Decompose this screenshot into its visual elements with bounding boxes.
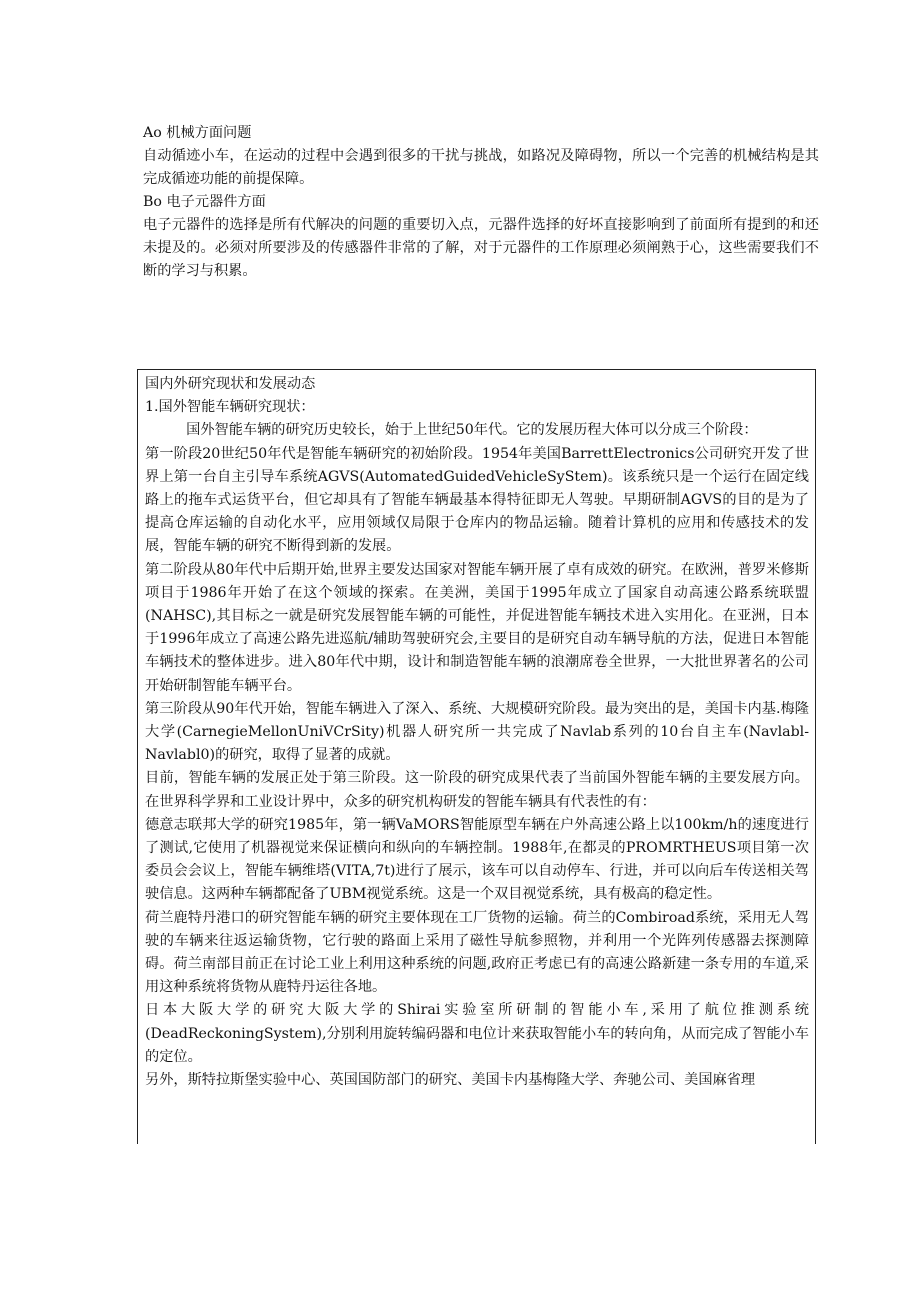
- paragraph-mechanical: 自动循迹小车，在运动的过程中会遇到很多的干扰与挑战，如路况及障碍物，所以一个完善的机械结构是其完成循迹功能的前提保障。: [143, 148, 819, 187]
- heading-mechanical: Ao 机械方面问题: [143, 125, 252, 141]
- heading-electronics: Bo 电子元器件方面: [143, 194, 266, 210]
- paragraph-netherlands: 荷兰鹿特丹港口的研究智能车辆的研究主要体现在工厂货物的运输。荷兰的Combiroad系统，采用无人驾驶的车辆来往返运输货物，它行驶的路面上采用了磁性导航参照物，并利用一个光阵列传感器去探测障碍。荷兰南部目前正在讨论工业上利用这种系统的问题,政府正考虑已有的高速公路新建一条专用的车道,采用这种系统将货物从鹿特丹运往各地。: [145, 909, 809, 996]
- paragraph-stage-three: 第三阶段从90年代开始，智能车辆进入了深入、系统、大规模研究阶段。最为突出的是，美国卡内基.梅隆大学(CarnegieMellonUniVCrSity)机器人研究所一共完成了Navlab系列的10台自主车(Navlabl-Navlabl0)的研究，取得了显著的成就。: [145, 700, 809, 764]
- paragraph-stage-two: 第二阶段从80年代中后期开始,世界主要发达国家对智能车辆开展了卓有成效的研究。在欧洲，普罗米修斯项目于1986年开始了在这个领域的探索。在美洲，美国于1995年成立了国家自动高速公路系统联盟(NAHSC),其目标之一就是研究发展智能车辆的可能性，并促进智能车辆技术进入实用化。在亚洲，日本于1996年成立了高速公路先进巡航/辅助驾驶研究会,主要目的是研究自动车辆导航的方法，促进日本智能车辆技术的整体进步。进入80年代中期，设计和制造智能车辆的浪潮席卷全世界，一大批世界著名的公司开始研制智能车辆平台。: [145, 561, 809, 694]
- research-status-table-cell: [137, 369, 816, 1144]
- paragraph-stage-one: 第一阶段20世纪50年代是智能车辆研究的初始阶段。1954年美国BarrettElectronics公司研究开发了世界上第一台自主引导车系统AGVS(AutomatedGuidedVehicleSyStem)。该系统只是一个运行在固定线路上的拖车式运货平台，但它却具有了智能车辆最基本得特征即无人驾驶。早期研制AGVS的目的是为了提高仓库运输的自动化水平，应用领域仅局限于仓库内的物品运输。随着计算机的应用和传感技术的发展，智能车辆的研究不断得到新的发展。: [145, 445, 809, 555]
- section-title: 国内外研究现状和发展动态: [145, 376, 316, 392]
- intro-block: [143, 122, 819, 283]
- paragraph-japan: 日本大阪大学的研究大阪大学的Shirai实验室所研制的智能小车,采用了航位推测系统(DeadReckoningSystem),分别利用旋转编码器和电位计来获取智能小车的转向角，从而完成了智能小车的定位。: [145, 1002, 809, 1065]
- paragraph-others: 另外，斯特拉斯堡实验中心、英国国防部门的研究、美国卡内基梅隆大学、奔驰公司、美国麻省理: [145, 1072, 756, 1089]
- section-subtitle: 1.国外智能车辆研究现状：: [145, 399, 315, 416]
- paragraph-current: 目前，智能车辆的发展正处于第三阶段。这一阶段的研究成果代表了当前国外智能车辆的主要发展方向。在世界科学界和工业设计界中，众多的研究机构研发的智能车辆具有代表性的有：: [145, 770, 809, 810]
- paragraph-germany: 德意志联邦大学的研究1985年，第一辆VaMORS智能原型车辆在户外高速公路上以100km/h的速度进行了测试,它使用了机器视觉来保证横向和纵向的车辆控制。1988年,在都灵的PROMRTHEUS项目第一次委员会会议上，智能车辆维塔(VITA,7t)进行了展示，该车可以自动停车、行进，并可以向后车传送相关驾驶信息。这两种车辆都配备了UBM视觉系统。这是一个双目视觉系统，具有极高的稳定性。: [145, 816, 809, 903]
- paragraph-overview: 国外智能车辆的研究历史较长，始于上世纪50年代。它的发展历程大体可以分成三个阶段：: [186, 422, 758, 439]
- paragraph-electronics: 电子元器件的选择是所有代解决的问题的重要切入点，元器件选择的好坏直接影响到了前面所有提到的和还未提及的。必须对所要涉及的传感器件非常的了解，对于元器件的工作原理必须阐熟于心，这些需要我们不断的学习与积累。: [143, 217, 819, 279]
